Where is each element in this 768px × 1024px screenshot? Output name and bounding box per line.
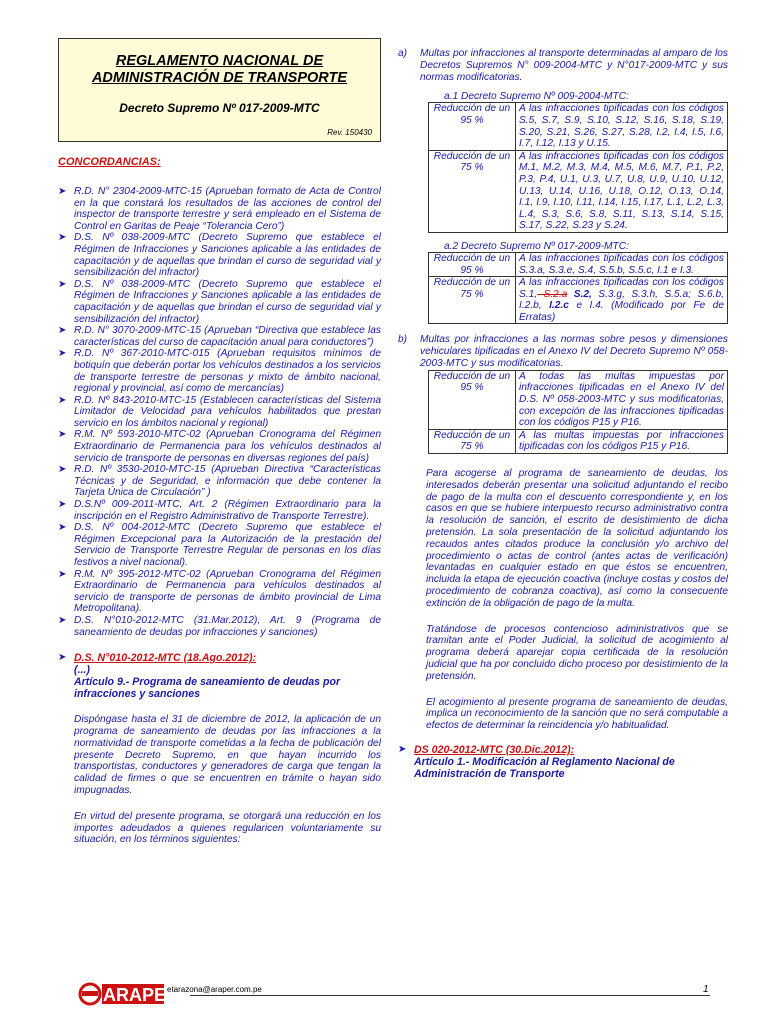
list-item: ➤ R.D. Nº 3530-2010-MTC-15 (Aprueban Directiva “Características Técnicas y de Seguridad, e información que debe contener la Tarjeta Única de Circulación” ) xyxy=(58,464,381,499)
concordancias-list xyxy=(58,186,381,638)
table-row xyxy=(429,429,728,453)
ds010-paragraph-2: En virtud del presente programa, se otorgará una reducción en los importes adeudados a quienes regularicen voluntariamente su situación, en los términos siguientes: xyxy=(74,810,381,846)
revision-label: Rev. 150430 xyxy=(327,128,372,137)
arrow-bullet-icon: ➤ xyxy=(58,348,67,360)
codes-text: e I.4. (Modificado por Fe de Erratas) xyxy=(519,300,724,323)
reduction-cell: Reducción de un 95 % xyxy=(429,103,516,150)
page-number: 1 xyxy=(703,984,709,995)
list-item: ➤ D.S. Nº 004-2012-MTC (Decreto Supremo que establece el Régimen Excepcional para la Autorización de la prestación del Servicio de Transporte Terrestre Regular de personas en los días festivos a nivel nacional). xyxy=(58,522,381,568)
table-row xyxy=(429,252,728,276)
title-box xyxy=(58,38,381,142)
item-a-label: a) xyxy=(398,48,408,59)
ds010-section xyxy=(58,652,381,846)
logo-text: ARAPER xyxy=(103,985,180,1005)
reduction-cell: Reducción de un 95 % xyxy=(429,370,516,429)
codes-cell: A las infracciones tipificadas con los códigos M.1, M.2, M.3, M.4, M.5, M.6, M.7, P.1, P.2, P.3, P.4, U.1, U.3, U.7, U.8, U.9, U.10, U.12, U.13, U.14, U.16, U.18, O.12, O.13, O.14, I.1, I.9, I.10, I.11, I.14, I.15, I.17, L.1, L.2, L.3, L.4, S.3, S.6, S.8, S.11, S.13, S.14, S.15, S.17, S.22, S.23 y S.24. xyxy=(516,150,728,232)
footer xyxy=(0,980,768,1010)
ds010-paragraph-1: Dispóngase hasta el 31 de diciembre de 2012, la aplicación de un programa de saneamiento de deudas por las infracciones a la normatividad de transporte cometidas a la fecha de publicación del presente Decreto Supremo, en que hayan incurrido los transportistas, conductores y generadores de carga que tengan la calidad de firmes o que se encuentren en trámite o hayan sido impugnadas. xyxy=(74,714,381,796)
bold-code: I.2.c xyxy=(541,300,569,312)
arrow-bullet-icon: ➤ xyxy=(58,522,67,534)
right-paragraph-2: Tratándose de procesos contencioso administrativos que se tramitan ante el Poder Judicial, la solicitud de acogimiento al programa deberá aparejar copia certificada de la resolución judicial que ha por concluido dicho proceso por desistimiento de la pretensión. xyxy=(426,623,728,682)
ds020-heading: DS 020-2012-MTC (30.Dic.2012): xyxy=(414,743,575,756)
list-item: ➤ D.S. N°010-2012-MTC (31.Mar.2012), Art. 9 (Programa de saneamiento de deudas por infracciones y sanciones) xyxy=(58,614,381,638)
right-paragraph-1: Para acogerse al programa de saneamiento de deudas, los interesados deberán presentar una solicitud adjuntando el recibo de pago de la multa con el descuento correspondiente y, en los casos en que se hubiere interpuesto recurso administrativo contra la resolución de sanción, el escrito de desistimiento de dicha pretensión. La sola presentación de la solicitud adjuntando los recaudos antes citados produce la conclusión y/o archivo del procedimiento o actas de control (antes actas de verificación) levantadas en cualquier estado en que éstos se encuentren, incluida la etapa de ejecución coactiva (incluye costas y costos del procedimiento de cobranza coactiva), así como la consecuente extinción de la obligación de pago de la multa. xyxy=(426,468,728,609)
article-1-title: Artículo 1.- Modificación al Reglamento Nacional de Administración de Transporte xyxy=(414,755,675,780)
table-row xyxy=(429,370,728,429)
item-a xyxy=(398,48,728,83)
item-b xyxy=(398,334,728,369)
list-item: ➤ D.S.Nº 009-2011-MTC, Art. 2 (Régimen Extraordinario para la inscripción en el Registro Administrativo de Transporte Terrestre). xyxy=(58,499,381,522)
arrow-bullet-icon: ➤ xyxy=(58,568,67,580)
arrow-bullet-icon: ➤ xyxy=(58,652,67,664)
bold-code: S.2, xyxy=(567,288,592,300)
right-column xyxy=(398,48,728,780)
arrow-bullet-icon: ➤ xyxy=(58,429,67,441)
list-item: ➤ D.S. Nº 038-2009-MTC (Decreto Supremo que establece el Régimen de Infracciones y Sanciones aplicable a las entidades de capacitación y de aquellas que brindan el curso de seguridad vial y sensibilización del infractor) xyxy=(58,232,381,279)
decreto-title: Decreto Supremo Nº 017-2009-MTC xyxy=(119,101,320,115)
reduction-cell: Reducción de un 75 % xyxy=(429,429,516,453)
a2-title: a.2 Decreto Supremo Nº 017-2009-MTC: xyxy=(444,240,629,252)
codes-cell: A las infracciones tipificadas con los códigos S.5, S.7, S.9, S.10, S.12, S.16, S.18, S.19, S.20, S.21, S.26, S.27, S.28, I.2, I.4, I.5, I.6, I.7, I.12, I.13 y U.15. xyxy=(516,103,728,150)
reduction-cell: Reducción de un 95 % xyxy=(429,252,516,276)
codes-cell: A las multas impuestas por infracciones tipificadas con los códigos P15 y P16. xyxy=(516,429,728,453)
footer-divider xyxy=(190,995,710,996)
reduction-cell: Reducción de un 75 % xyxy=(429,150,516,232)
arrow-bullet-icon: ➤ xyxy=(58,614,67,626)
ds010-heading: D.S. N°010-2012-MTC (18.Ago.2012): xyxy=(74,652,257,665)
right-paragraph-3: El acogimiento al presente programa de saneamiento de deudas, implica un reconocimiento de la sanción que no será computable a efectos de determinar la reincidencia y/o habitualidad. xyxy=(426,696,728,732)
table-row xyxy=(429,103,728,150)
article-9-title: Artículo 9.- Programa de saneamiento de deudas por infracciones y sanciones xyxy=(74,676,341,701)
list-item: ➤ R.M. Nº 593-2010-MTC-02 (Aprueban Cronograma del Régimen Extraordinario de Permanencia para los vehículos destinados al servicio de transporte de personas en diversas regiones del país) xyxy=(58,429,381,464)
list-item: ➤ R.D. Nº 843-2010-MTC-15 (Establecen características del Sistema Limitador de Velocidad para vehículos habilitados que prestan servicio en los ámbitos nacional y regional) xyxy=(58,394,381,429)
list-item: ➤ R.D. Nº 367-2010-MTC-015 (Aprueban requisitos mínimos de botiquín que deberán portar los vehículos destinados a los servicios de transporte terrestre de personas y mixto de ámbito nacional, regional y provincial, así como de mercancías) xyxy=(58,348,381,395)
list-item: ➤ R.D. N° 2304-2009-MTC-15 (Aprueban formato de Acta de Control en la que constará los resultados de las acciones de control del inspector de transporte terrestre y será empleado en el Sistema de Control en Garitas de Peaje “Tolerancia Cero”) xyxy=(58,186,381,232)
arrow-bullet-icon: ➤ xyxy=(58,464,67,476)
list-item: ➤ R.D. N° 3070-2009-MTC-15 (Aprueban “Directiva que establece las características del curso de capacitación anual para conductores”) xyxy=(58,325,381,348)
item-b-label: b) xyxy=(398,334,408,346)
arrow-bullet-icon: ➤ xyxy=(58,325,67,337)
item-a-text: Multas por infracciones al transporte determinadas al amparo de los Decretos Supremos N° 009-2004-MTC y N°017-2009-MTC y sus normas modificatorias. xyxy=(420,48,728,83)
reduction-cell: Reducción de un 75 % xyxy=(429,277,516,324)
table-row xyxy=(429,277,728,324)
item-b-text: Multas por infracciones a las normas sobre pesos y dimensiones vehiculares tipificadas en el Anexo IV del Decreto Supremo Nº 058-2003-MTC y sus modificatorias. xyxy=(420,334,728,370)
concordancias-heading: CONCORDANCIAS: xyxy=(58,156,161,168)
title-line-2: ADMINISTRACIÓN DE TRANSPORTE xyxy=(91,70,348,86)
arrow-bullet-icon: ➤ xyxy=(58,232,67,244)
a1-title: a.1 Decreto Supremo Nº 009-2004-MTC: xyxy=(444,91,629,103)
arrow-bullet-icon: ➤ xyxy=(58,499,67,511)
codes-text: A las infracciones tipificadas con los códigos S.1, xyxy=(519,277,724,300)
codes-text: S.3.g, S.3.h, S.5.a; S.6.b, I.2.b, xyxy=(519,288,725,312)
arrow-bullet-icon: ➤ xyxy=(58,394,67,406)
ellipsis: (...) xyxy=(74,664,90,677)
left-column xyxy=(58,38,381,846)
list-item: ➤ R.M. Nº 395-2012-MTC-02 (Aprueban Cronograma del Régimen Extraordinario de Permanencia para vehículos destinados al servicio de transporte de personas de ámbito provincial de Lima Metropolitana). xyxy=(58,568,381,615)
arrow-bullet-icon: ➤ xyxy=(58,278,67,290)
arrow-bullet-icon: ➤ xyxy=(58,186,67,197)
a1-table xyxy=(428,102,728,233)
footer-email: etarazona@araper.com.pe xyxy=(167,985,262,994)
codes-cell: A las infracciones tipificadas con los códigos S.3.a, S.3.e, S.4, S.5.b, S.5.c, I.1 e I.3. xyxy=(516,252,728,276)
b-table xyxy=(428,370,728,454)
codes-cell: A todas las multas impuestas por infracciones tipificadas en el Anexo IV del D.S. Nº 058-2003-MTC y sus modificatorias, con excepción de las infracciones tipificadas con los códigos P15 y P16. xyxy=(516,370,728,429)
struck-code: S.2.a xyxy=(537,288,568,300)
a2-table xyxy=(428,252,728,325)
arrow-bullet-icon: ➤ xyxy=(398,743,407,755)
codes-cell xyxy=(516,277,728,324)
ds020-section xyxy=(398,744,728,780)
list-item: ➤ D.S. Nº 038-2009-MTC (Decreto Supremo que establece el Régimen de Infracciones y Sanciones aplicable a las entidades de capacitación y de aquellas que brindan el curso de seguridad vial y sensibilización del infractor) xyxy=(58,278,381,325)
table-row xyxy=(429,150,728,232)
title-line-1: REGLAMENTO NACIONAL DE xyxy=(115,53,324,69)
